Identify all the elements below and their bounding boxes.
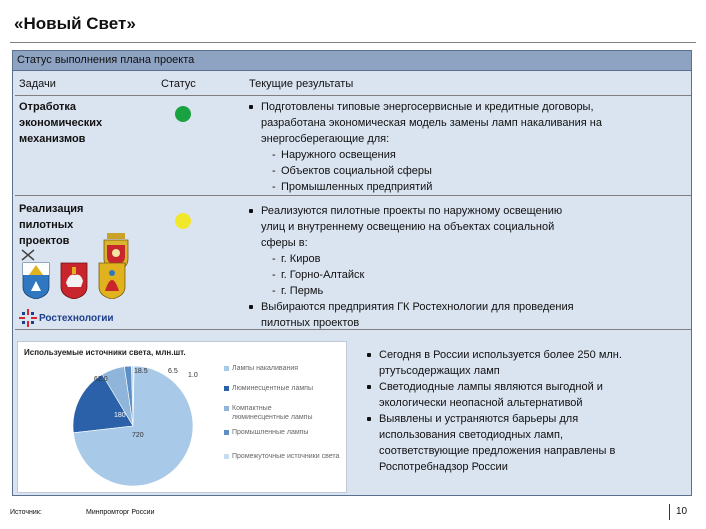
slice-label: 6.5: [168, 368, 178, 375]
result-subitem: - г. Горно-Алтайск: [249, 267, 679, 283]
panel-header: Статус выполнения плана проекта: [13, 51, 691, 71]
footer-source-label: Источник:: [10, 509, 42, 516]
page-divider: [669, 504, 670, 520]
logo-text: Ростехнологии: [39, 313, 114, 324]
result-subitem: - Наружного освещения: [249, 147, 679, 163]
legend-item: Промежуточные источники света: [232, 452, 339, 461]
results-economic: [249, 99, 679, 195]
result-bullet: Подготовлены типовые энергосервисные и кредитные договоры, разработана экономическая модель замены ламп накаливания на энергосберегающие для:: [249, 99, 679, 147]
legend-item: Промышленные лампы: [232, 428, 308, 437]
crest-city-icon: [97, 261, 127, 299]
legend-item: Лампы накаливания: [232, 364, 298, 373]
result-bullet: Реализуются пилотные проекты по наружному освещению улиц и внутреннему освещению на объектах социальной сферы в:: [249, 203, 679, 251]
legend-item: Люминесцентные лампы: [232, 384, 313, 393]
column-results: Текущие результаты: [249, 78, 354, 90]
result-subitem: - Промышленных предприятий: [249, 179, 679, 195]
status-panel: [12, 50, 692, 496]
column-status: Статус: [161, 78, 196, 90]
city-crests: [17, 233, 132, 299]
fact-item: Светодиодные лампы являются выгодной и экологически неопасной альтернативой: [367, 379, 687, 411]
crossed-tools-icon: [21, 249, 35, 261]
row-rule-1: [15, 195, 691, 196]
light-sources-chart: [17, 341, 347, 493]
rostechnologii-logo: [17, 309, 137, 329]
status-dot-green: [175, 106, 191, 122]
fact-item: Выявлены и устраняются барьеры для использования светодиодных ламп, соответствующие предложения направлены в Роспотребнадзор России: [367, 411, 687, 475]
slice-label: 720: [132, 432, 144, 439]
legend-item: Компактные люминесцентные лампы: [232, 404, 312, 422]
page-number: 10: [676, 506, 688, 517]
column-tasks: Задачи: [19, 78, 56, 90]
status-dot-yellow: [175, 213, 191, 229]
fact-item: Сегодня в России используется более 250 млн. ртутьсодержащих ламп: [367, 347, 687, 379]
result-bullet: Выбираются предприятия ГК Ростехнологии для проведения пилотных проектов: [249, 299, 679, 331]
footer-source-org: Минпромторг России: [86, 509, 155, 516]
task-economic: Отработка экономических механизмов: [19, 101, 103, 145]
result-subitem: - г. Киров: [249, 251, 679, 267]
slice-label: 18.5: [134, 368, 148, 375]
crest-gorno-altaysk-icon: [21, 261, 51, 299]
result-subitem: - г. Пермь: [249, 283, 679, 299]
pie-chart: [58, 360, 208, 492]
task-pilot: Реализация пилотных проектов: [19, 203, 84, 247]
row-rule-2: [15, 329, 691, 330]
header-rule: [15, 95, 691, 96]
title-divider: [10, 42, 696, 43]
slice-label: 1.0: [188, 372, 198, 379]
key-facts: [367, 347, 687, 475]
slice-label: 180: [114, 412, 126, 419]
rostec-star-icon: [19, 309, 37, 327]
slide-title: «Новый Свет»: [14, 14, 136, 33]
result-subitem: - Объектов социальной сферы: [249, 163, 679, 179]
crest-perm-icon: [59, 261, 89, 299]
chart-title: Используемые источники света, млн.шт.: [24, 348, 186, 357]
results-pilot: [249, 203, 679, 331]
slice-label: 62.0: [94, 376, 108, 383]
